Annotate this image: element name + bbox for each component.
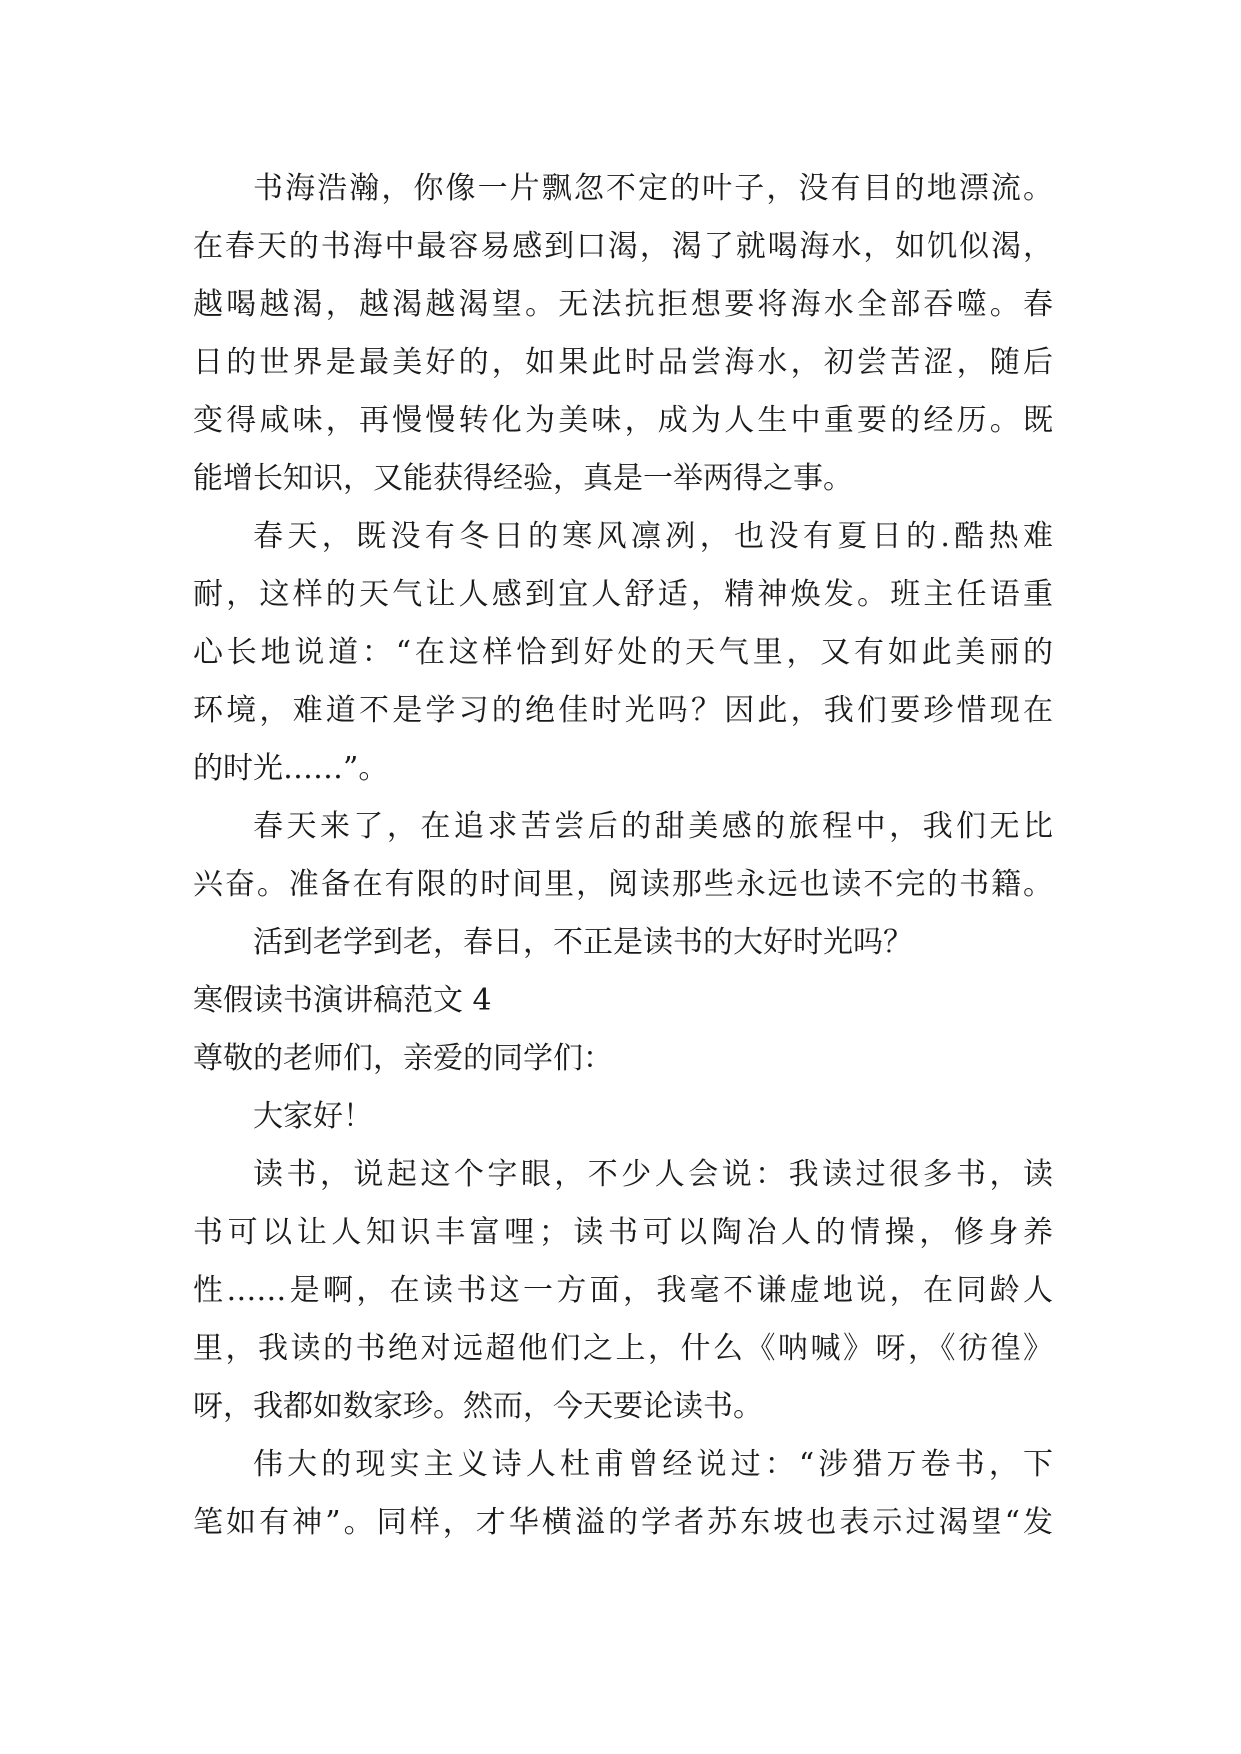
text-line: 性……是啊，在读书这一方面，我毫不谦虚地说，在同龄人 — [193, 1273, 1053, 1308]
greeting: 大家好！ — [253, 1099, 373, 1134]
text-line: 的时光……”。 — [193, 751, 389, 786]
text-line: 兴奋。准备在有限的时间里，阅读那些永远也读不完的书籍。 — [193, 867, 1053, 902]
text-line: 环境，难道不是学习的绝佳时光吗？因此，我们要珍惜现在 — [193, 693, 1053, 728]
text-line: 春天来了，在追求苦尝后的甜美感的旅程中，我们无比 — [253, 809, 1053, 844]
text-line: 春天，既没有冬日的寒风凛冽，也没有夏日的.酷热难 — [253, 519, 1053, 554]
text-line: 越喝越渴，越渴越渴望。无法抗拒想要将海水全部吞噬。春 — [193, 287, 1053, 322]
text-line: 书海浩瀚，你像一片飘忽不定的叶子，没有目的地漂流。 — [253, 171, 1053, 206]
text-line: 耐，这样的天气让人感到宜人舒适，精神焕发。班主任语重 — [193, 577, 1053, 612]
text-line: 日的世界是最美好的，如果此时品尝海水，初尝苦涩，随后 — [193, 345, 1053, 380]
document-page — [193, 160, 1053, 1552]
text-line: 活到老学到老，春日，不正是读书的大好时光吗？ — [253, 925, 913, 960]
text-line: 变得咸味，再慢慢转化为美味，成为人生中重要的经历。既 — [193, 403, 1053, 438]
text-line: 读书，说起这个字眼，不少人会说：我读过很多书，读 — [253, 1157, 1053, 1192]
text-line: 笔如有神”。同样，才华横溢的学者苏东坡也表示过渴望“发 — [193, 1505, 1053, 1540]
text-line: 呀，我都如数家珍。然而，今天要论读书。 — [193, 1389, 763, 1424]
text-line: 能增长知识，又能获得经验，真是一举两得之事。 — [193, 461, 853, 496]
text-line: 伟大的现实主义诗人杜甫曾经说过：“涉猎万卷书，下 — [253, 1447, 1053, 1482]
text-line: 书可以让人知识丰富哩；读书可以陶冶人的情操，修身养 — [193, 1215, 1053, 1250]
salutation: 尊敬的老师们，亲爱的同学们： — [193, 1041, 613, 1076]
text-line: 在春天的书海中最容易感到口渴，渴了就喝海水，如饥似渴， — [193, 229, 1053, 264]
text-line: 里，我读的书绝对远超他们之上，什么《呐喊》呀，《彷徨》 — [193, 1331, 1053, 1366]
text-line: 心长地说道：“在这样恰到好处的天气里，又有如此美丽的 — [193, 635, 1053, 670]
section-title: 寒假读书演讲稿范文 4 — [193, 983, 492, 1018]
